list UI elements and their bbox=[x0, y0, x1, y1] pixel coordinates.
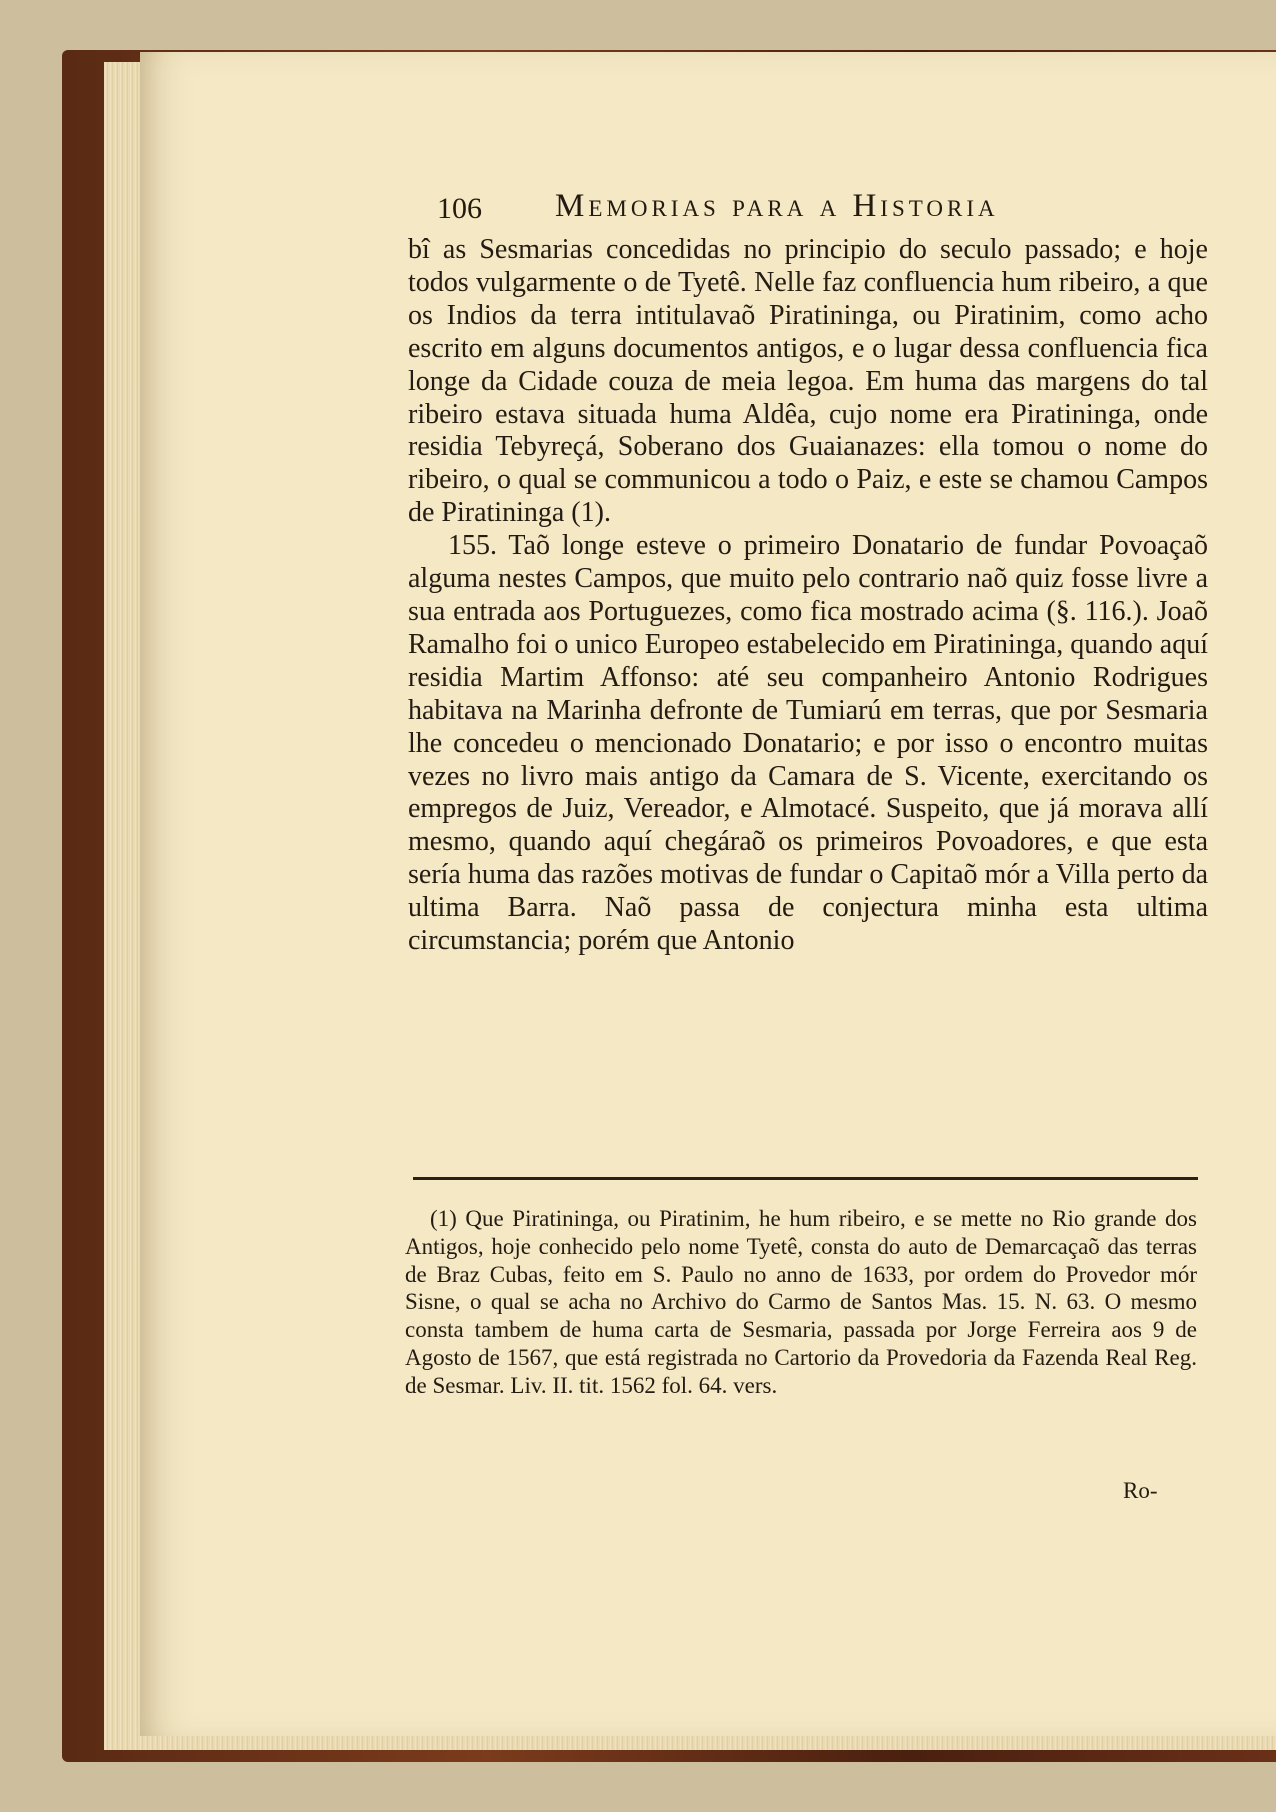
catchword: Ro- bbox=[1123, 1478, 1158, 1503]
footnote bbox=[405, 1205, 1197, 1400]
footnote-divider bbox=[413, 1177, 1198, 1180]
page-number: 106 bbox=[437, 192, 482, 225]
footnote-text: (1) Que Piratininga, ou Piratinim, he hum ribeiro, e se mette no Rio grande dos Antigos, hoje conhecido pelo nome Tyetê, consta do auto de Demarcaçaõ das terras de Braz Cubas, feito em S. Paulo no anno de 1633, por ordem do Provedor mór Sisne, o qual se acha no Archivo do Carmo de Santos Mas. 15. N. 63. O mesmo consta tambem de huma carta de Sesmaria, passada por Jorge Ferreira aos 9 de Agosto de 1567, que está registrada no Cartorio da Provedoria da Fazenda Real Reg. de Sesmar. Liv. II. tit. 1562 fol. 64. vers. bbox=[405, 1206, 1197, 1398]
paragraph-1: bî as Sesmarias concedidas no principio do seculo passado; e hoje todos vulgarmente o de Tyetê. Nelle faz confluencia hum ribeiro, a que os Indios da terra intitulavaõ Piratininga, ou Piratinim, como acho escrito em alguns documentos antigos, e o lugar dessa confluencia fica longe da Cidade couza de meia legoa. Em huma das margens do tal ribeiro estava situada huma Aldêa, cujo nome era Piratininga, onde residia Tebyreçá, Soberano dos Guaianazes: ella tomou o nome do ribeiro, o qual se communicou a todo o Paiz, e este se chamou Campos de Piratininga (1). bbox=[408, 234, 1208, 529]
paragraph-2: 155. Taõ longe esteve o primeiro Donatario de fundar Povoaçaõ alguma nestes Campos, que muito pelo contrario naõ quiz fosse livre a sua entrada aos Portuguezes, como fica mostrado acima (§. 116.). Joaõ Ramalho foi o unico Europeo estabelecido em Piratininga, quando aquí residia Martim Affonso: até seu companheiro Antonio Rodrigues habitava na Marinha defronte de Tumiarú em terras, que por Sesmaria lhe concedeu o mencionado Donatario; e por isso o encontro muitas vezes no livro mais antigo da Camara de S. Vicente, exercitando os empregos de Juiz, Vereador, e Almotacé. Suspeito, que já morava allí mesmo, quando aquí chegáraõ os primeiros Povoadores, e que esta sería huma das razões motivas de fundar o Capitaõ mór a Villa perto da ultima Barra. Naõ passa de conjectura minha esta ultima circumstancia; porém que Antonio bbox=[408, 530, 1208, 957]
running-title: Memorias para a Historia bbox=[555, 188, 999, 224]
main-text bbox=[408, 234, 1208, 958]
page-header bbox=[437, 188, 1097, 228]
